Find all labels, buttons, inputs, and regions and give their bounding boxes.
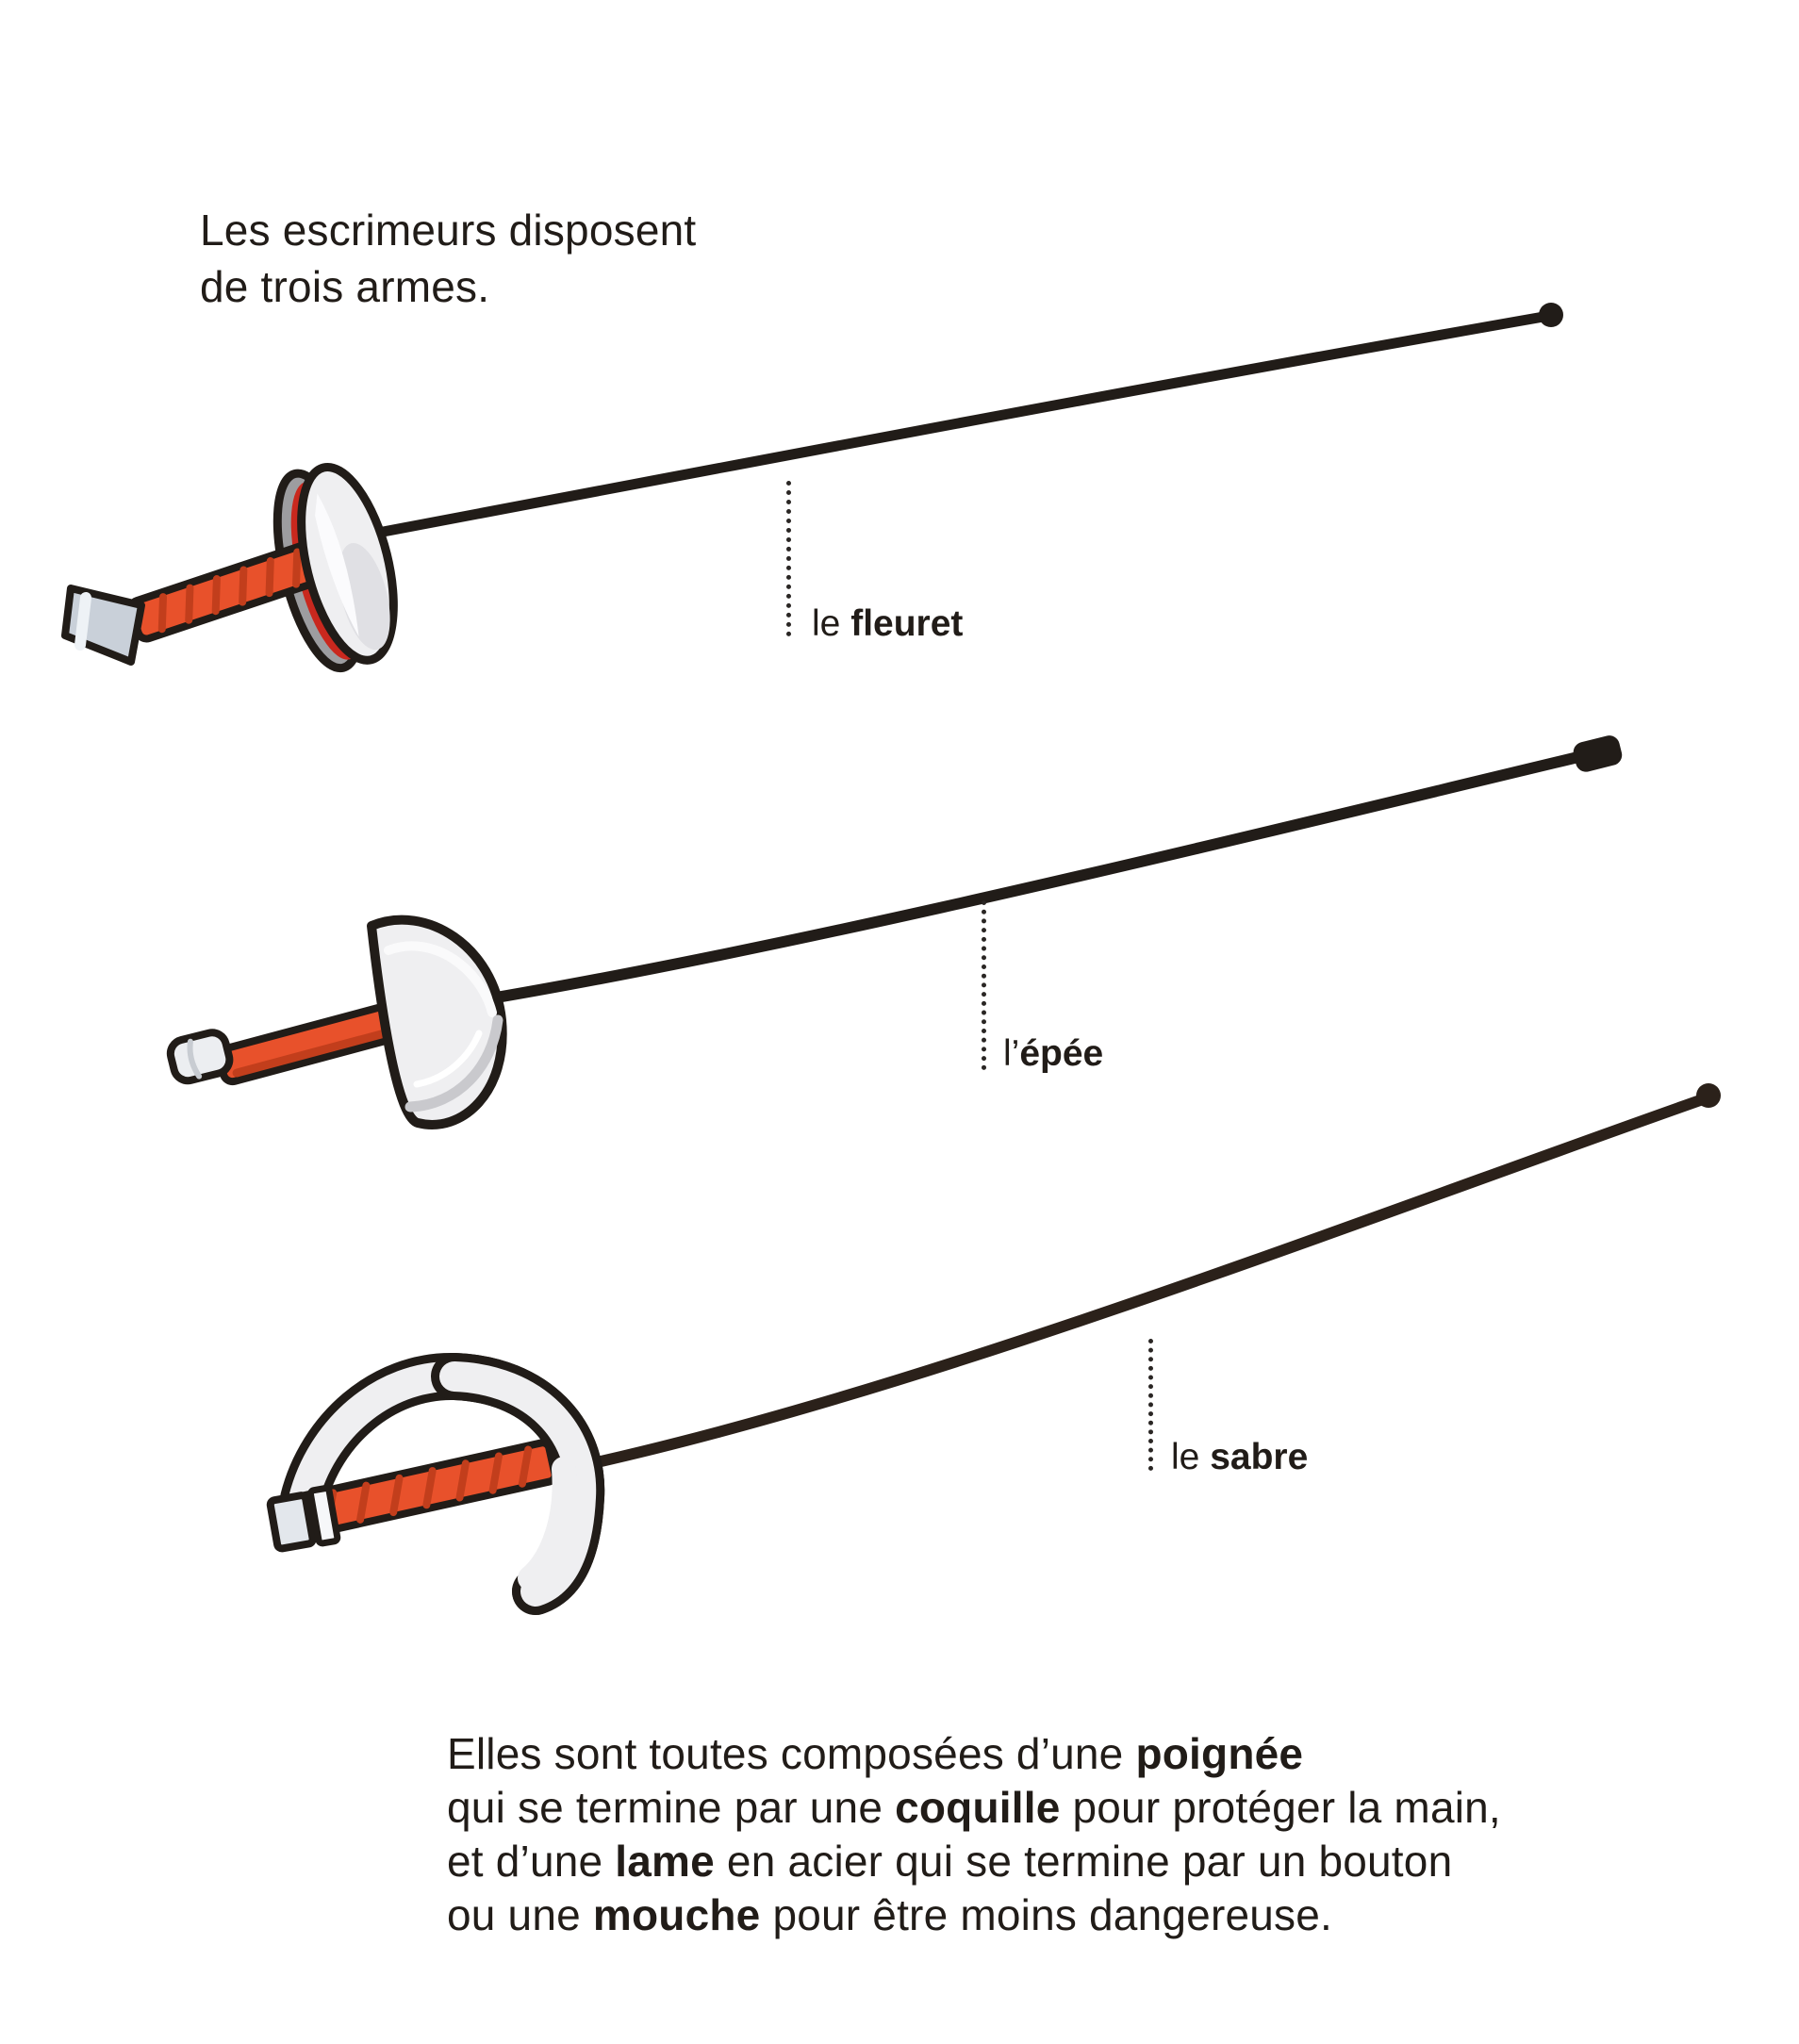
paragraph-text: en acier qui se termine par un bouton — [714, 1837, 1453, 1886]
fleuret-leader-line — [786, 481, 791, 636]
description-paragraph — [447, 1727, 1501, 1942]
sabre-illustration — [189, 1065, 1754, 1631]
sabre-pommel — [269, 1488, 338, 1551]
sabre-blade — [580, 1099, 1703, 1466]
epee-tip-button — [1571, 734, 1624, 774]
epee-leader-line — [982, 900, 986, 1070]
fleuret-blade — [363, 317, 1543, 536]
keyword-coquille: coquille — [895, 1783, 1061, 1832]
intro-line-1: Les escrimeurs disposent — [200, 206, 697, 255]
intro-line-2: de trois armes. — [200, 262, 490, 311]
epee-label — [1003, 1033, 1103, 1075]
fleuret-label-article: le — [812, 603, 851, 644]
keyword-poignee: poignée — [1135, 1729, 1304, 1778]
paragraph-line-4 — [447, 1888, 1501, 1942]
epee-blade — [457, 756, 1582, 1004]
keyword-mouche: mouche — [592, 1890, 761, 1939]
fleuret-pommel — [65, 588, 141, 662]
paragraph-text: pour être moins dangereuse. — [760, 1890, 1332, 1939]
sabre-label — [1171, 1437, 1308, 1478]
sabre-tip-button — [1696, 1083, 1721, 1108]
paragraph-text: qui se termine par une — [447, 1783, 896, 1832]
paragraph-line-2 — [447, 1781, 1501, 1835]
paragraph-text: ou une — [447, 1890, 593, 1939]
sabre-label-article: le — [1171, 1437, 1211, 1477]
paragraph-line-3 — [447, 1835, 1501, 1888]
fleuret-tip-button — [1539, 303, 1563, 327]
paragraph-text: et d’une — [447, 1837, 616, 1886]
fleuret-label — [812, 603, 963, 645]
sabre-leader-line — [1148, 1339, 1153, 1471]
paragraph-text: pour protéger la main, — [1060, 1783, 1501, 1832]
paragraph-line-1 — [447, 1727, 1501, 1781]
sabre-label-name: sabre — [1210, 1437, 1309, 1477]
keyword-lame: lame — [615, 1837, 715, 1886]
fleuret-label-name: fleuret — [850, 603, 964, 644]
epee-label-article: l’ — [1003, 1033, 1020, 1074]
paragraph-text: Elles sont toutes composées d’une — [447, 1729, 1136, 1778]
epee-label-name: épée — [1019, 1033, 1104, 1074]
